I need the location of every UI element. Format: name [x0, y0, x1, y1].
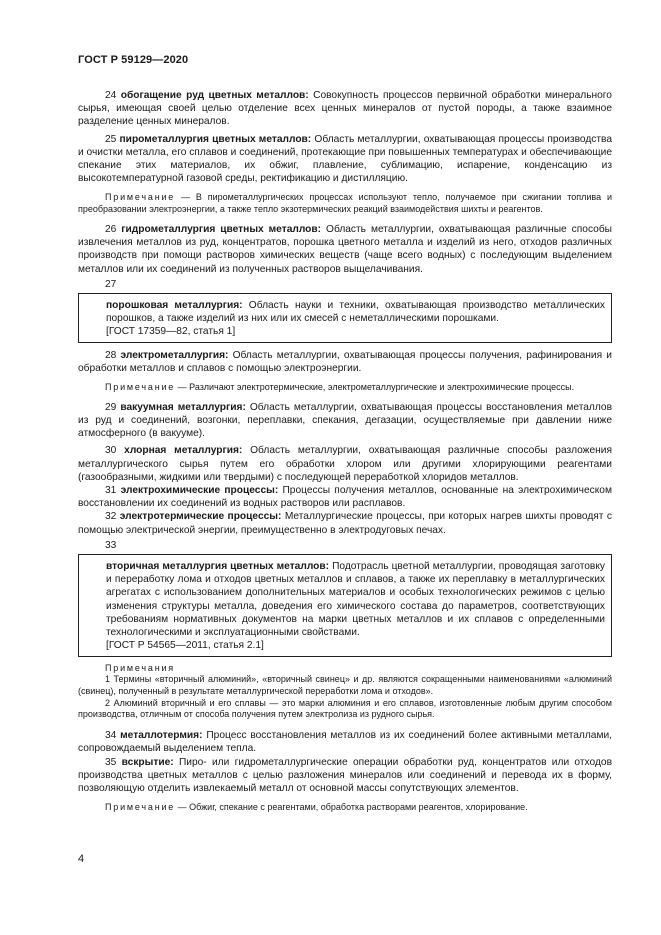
term-29 [78, 401, 612, 441]
note-35 [78, 802, 612, 814]
term-reference: [ГОСТ 17359—82, статья 1] [106, 326, 236, 338]
term-definition: Подотрасль цветной металлургии, проводящая заготовку и переработку лома и отходов цветных металлов и сплавов, а также их переплавку в металлургических агрегатах с использованием дополнительных материалов и особых технологических режимов с целью изменения структуры металла, доведения его химического состава до параметров, соответствующих требованиям нормативных документов на марки цветных металлов и их сплавов с определенными технологическими и эксплуатационными свойствами. [106, 561, 605, 639]
term-title: вторичная металлургия цветных металлов: [106, 561, 330, 573]
note-label: Примечание [105, 382, 176, 393]
term-title: металлотермия: [120, 730, 203, 742]
term-title: вскрытие: [121, 756, 174, 768]
note-28 [78, 382, 612, 394]
term-definition: Процесс восстановления металлов из их соединений более активными металлами, сопровождаемый выделением тепла. [78, 730, 612, 755]
notes-33-item-2: 2 Алюминий вторичный и его сплавы — это марки алюминия и его сплавов, изготовленные любым другим способом производства, отличным от способа получения путем электролиза из рудного сырья. [78, 697, 612, 720]
term-24 [78, 89, 612, 129]
term-30 [78, 444, 612, 484]
term-definition: Область металлургии, охватывающая различные способы извлечения металлов из руд, концентратов, порошка цветного металла и изделий из него, отходов различных производств при помощи растворов химических веществ (чаще всего водных) с последующим выделением металлов или их соединений из полученных растворов выщелачивания. [78, 224, 612, 275]
term-title: обогащение руд цветных металлов: [120, 90, 309, 101]
term-number: 28 [105, 349, 117, 361]
term-27-box [78, 293, 612, 343]
term-definition: Металлургические процессы, при которых нагрев шихты проводят с помощью электрической энергии, преимущественно в электродуговых печах. [78, 511, 612, 536]
term-31 [78, 484, 612, 510]
term-33-box [78, 554, 612, 656]
term-34 [78, 729, 612, 755]
term-number: 26 [105, 224, 117, 236]
term-number: 34 [105, 730, 117, 742]
term-26 [78, 223, 612, 276]
term-33 [106, 560, 605, 639]
term-title: гидрометаллургия цветных металлов: [121, 224, 322, 236]
term-title: электротермические процессы: [119, 511, 282, 523]
term-number: 32 [105, 511, 117, 523]
term-28 [78, 349, 612, 375]
term-number: 30 [105, 445, 117, 457]
notes-33-label: Примечания [105, 662, 175, 673]
document-header: ГОСТ Р 59129—2020 [78, 54, 189, 66]
term-definition: Процессы получения металлов, основанные на электрохимическом восстановлении их соединений из водных растворов или расплавов. [78, 485, 612, 510]
term-definition: Пиро- или гидрометаллургические операции обработки руд, концентратов или отходов производства цветных металлов с целью разложения минералов или соединений и перевода их в форму, позволяющую отделить извлекаемый металл от основной массы сопутствующих элементов. [78, 756, 612, 795]
term-number: 33 [105, 539, 117, 551]
term-title: хлорная металлургия: [124, 445, 243, 457]
note-label: Примечание [105, 192, 176, 203]
term-number: 27 [105, 278, 117, 290]
term-title: электрохимические процессы: [120, 485, 279, 497]
term-definition: Совокупность процессов первичной обработки минерального сырья, имеющая своей целью отделение всех ценных минералов от пустой породы, а также взаимное разделение ценных минералов. [78, 90, 612, 128]
term-title: вакуумная металлургия: [120, 401, 246, 413]
term-number: 24 [105, 90, 117, 101]
note-25 [78, 192, 612, 216]
term-reference: [ГОСТ Р 54565—2011, статья 2.1] [106, 640, 264, 652]
term-definition: Область металлургии, охватывающая процессы получения, рафинирования и обработки металлов и сплавов с помощью электроэнергии. [78, 349, 612, 374]
term-definition: Область металлургии, охватывающая различные способы разложения металлургического сырья путем его обработки хлором или другими хлорирующими реагентами (газообразными, жидкими или твердыми) с последующей переработкой хлоридов металлов. [78, 445, 612, 483]
note-label: Примечание [105, 802, 176, 813]
term-32 [78, 510, 612, 536]
term-number: 35 [105, 756, 117, 768]
term-definition: Область металлургии, охватывающая процессы восстановления металлов из руд и соединений, возгонки, переплавки, спекания, дегазации, осуществляемые при давлении ниже атмосферного (в вакууме). [78, 401, 612, 440]
notes-33-item-1: 1 Термины «вторичный алюминий», «вторичный свинец» и др. являются сокращенными наименованиями «алюминий (свинец), полученный в результате металлургической переработки лома и отходов». [78, 674, 612, 696]
term-27 [106, 299, 605, 325]
document-page [78, 54, 612, 821]
term-title: порошковая металлургия: [106, 300, 243, 312]
note-text: — В пирометаллургических процессах используют тепло, получаемое при сжигании топлива и преобразовании электроэнергии, а также тепло экзотермических реакций взаимодействия шихты и реагентов. [78, 192, 612, 215]
term-definition: Область металлургии, охватывающая процессы производства и очистки металла, его сплавов и соединений, протекающие при повышенных температурах и обеспечивающие спекание этих материалов, их обжиг, плавление, сублимацию, испарение, конденсацию из высокотемпературной газовой среды, ректификацию и дистилляцию. [78, 133, 612, 185]
note-text: — Различают электротермические, электрометаллургические и электрохимические процессы. [177, 382, 575, 393]
term-title: пирометаллургия цветных металлов: [119, 133, 312, 145]
term-definition: Область науки и техники, охватывающая производство металлических порошков, а также изделий из них или их смесей с неметаллическими порошками. [106, 300, 605, 325]
page-number: 4 [78, 853, 85, 865]
note-text: — Обжиг, спекание с реагентами, обработка растворами реагентов, хлорирование. [177, 802, 528, 813]
term-title: электрометаллургия: [120, 349, 229, 361]
term-25 [78, 133, 612, 186]
term-number: 29 [105, 401, 117, 413]
term-number: 31 [105, 485, 117, 497]
term-number: 25 [105, 133, 117, 145]
term-35 [78, 756, 612, 796]
